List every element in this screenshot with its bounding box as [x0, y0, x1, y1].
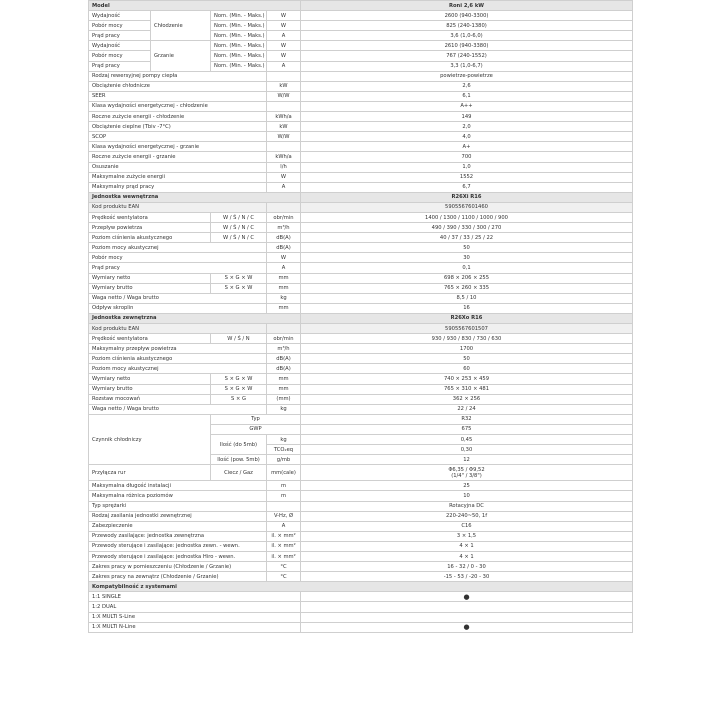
row-value: 16 - 32 / 0 - 30 — [301, 562, 633, 572]
row-label: Maksymalny prąd pracy — [89, 182, 267, 192]
row-label: Prąd pracy — [89, 263, 267, 273]
row-unit: dB(A) — [267, 364, 301, 374]
row-value: 362 × 256 — [301, 394, 633, 404]
row-value: 490 / 390 / 330 / 300 / 270 — [301, 223, 633, 233]
row-value: 765 × 260 × 335 — [301, 283, 633, 293]
row-label: Prędkość wentylatora — [89, 334, 211, 344]
row-label: Waga netto / Waga brutto — [89, 404, 267, 414]
row-value: 6,7 — [301, 182, 633, 192]
row-value: 930 / 930 / 830 / 730 / 630 — [301, 334, 633, 344]
row-value: 765 × 310 × 481 — [301, 384, 633, 394]
row-label: Zabezpieczenie — [89, 521, 267, 531]
row-label: SCOP — [89, 132, 267, 142]
row-label: Maksymalny przepływ powietrza — [89, 344, 267, 354]
row-unit — [267, 202, 301, 212]
row-value: 3,6 (1,0-6,0) — [301, 31, 633, 41]
table-row — [89, 324, 633, 334]
row-label: Wymiary netto — [89, 374, 211, 384]
compat-label: 1:X MULTI N-Line — [89, 622, 301, 632]
row-label: Wydajność — [89, 11, 151, 21]
row-unit: m³/h — [267, 344, 301, 354]
table-row — [89, 253, 633, 263]
row-unit: mm — [267, 273, 301, 283]
row-label: Klasa wydajności energetycznej - grzanie — [89, 142, 267, 152]
table-row — [89, 602, 633, 612]
row-label: Maksymalna różnica poziomów — [89, 491, 267, 501]
section-header — [89, 582, 633, 592]
row-value: 12 — [301, 455, 633, 465]
row-value: 10 — [301, 491, 633, 501]
row-label: Kod produktu EAN — [89, 202, 267, 212]
row-condition: Typ — [211, 414, 301, 424]
row-unit: kW — [267, 81, 301, 91]
row-value: 2,6 — [301, 81, 633, 91]
row-value: 149 — [301, 112, 633, 122]
row-label: Wymiary brutto — [89, 384, 211, 394]
row-label: Przyłącza rur — [89, 465, 211, 481]
compat-label: 1:2 DUAL — [89, 602, 301, 612]
table-row — [89, 152, 633, 162]
row-value: 50 — [301, 354, 633, 364]
row-unit: kg — [267, 293, 301, 303]
row-unit: kW — [267, 122, 301, 132]
table-row — [89, 501, 633, 511]
table-row — [89, 394, 633, 404]
row-value: -15 - 53 / -20 - 30 — [301, 572, 633, 582]
row-label: Waga netto / Waga brutto — [89, 293, 267, 303]
table-row — [89, 91, 633, 101]
row-value: 50 — [301, 243, 633, 253]
row-unit: mm — [267, 303, 301, 313]
row-condition: S × G × W — [211, 273, 267, 283]
row-value: 2,0 — [301, 122, 633, 132]
row-unit: W — [267, 21, 301, 31]
section-title: Model — [89, 1, 301, 11]
row-unit: dB(A) — [267, 243, 301, 253]
table-row — [89, 41, 633, 51]
row-value: 220-240~50, 1f — [301, 511, 633, 521]
row-label: Kod produktu EAN — [89, 324, 267, 334]
table-row — [89, 11, 633, 21]
compat-mark: ● — [301, 622, 633, 632]
row-value: 4 × 1 — [301, 551, 633, 561]
row-unit: W — [267, 41, 301, 51]
row-value: 60 — [301, 364, 633, 374]
row-unit: W — [267, 253, 301, 263]
section-model: R26Xo R16 — [301, 313, 633, 323]
row-label: Prąd pracy — [89, 61, 151, 71]
row-value: 2600 (940-3300) — [301, 11, 633, 21]
row-label: Przewody sterujące i zasilające: jednostka Hiro - wewn. — [89, 551, 267, 561]
row-condition: S × G × W — [211, 283, 267, 293]
row-value: 825 (240-1380) — [301, 21, 633, 31]
row-value: 767 (240-1552) — [301, 51, 633, 61]
row-condition: S × G × W — [211, 384, 267, 394]
table-row — [89, 414, 633, 424]
table-row — [89, 283, 633, 293]
section-title: Jednostka wewnętrzna — [89, 192, 301, 202]
row-label: Wymiary brutto — [89, 283, 211, 293]
row-label: Prędkość wentylatora — [89, 212, 211, 222]
table-row — [89, 132, 633, 142]
row-unit: obr/min — [267, 212, 301, 222]
row-unit: dB(A) — [267, 354, 301, 364]
row-label: Prąd pracy — [89, 31, 151, 41]
row-unit — [267, 501, 301, 511]
spec-table-body — [89, 1, 633, 633]
section-model: R26Xi R16 — [301, 192, 633, 202]
refrigerant-label: Czynnik chłodniczy — [89, 414, 211, 464]
row-value: 1700 — [301, 344, 633, 354]
row-condition: W / Ś / N / C — [211, 212, 267, 222]
row-value: R32 — [301, 414, 633, 424]
compat-mark — [301, 612, 633, 622]
row-unit: W — [267, 172, 301, 182]
row-label: Obciążenie chłodnicze — [89, 81, 267, 91]
section-model: Roni 2,6 kW — [301, 1, 633, 11]
row-label: Przewody sterujące i zasilające: jednostka zewn. - wewn. — [89, 541, 267, 551]
row-value: 2610 (940-3380) — [301, 41, 633, 51]
row-condition: Nom. (Min. - Maks.) — [211, 11, 267, 21]
row-label: Przewody zasilające: jednostka zewnętrzna — [89, 531, 267, 541]
row-unit: il. × mm² — [267, 551, 301, 561]
row-label: Wydajność — [89, 41, 151, 51]
table-row — [89, 71, 633, 81]
row-value: 698 × 206 × 255 — [301, 273, 633, 283]
table-row — [89, 334, 633, 344]
row-value: 4,0 — [301, 132, 633, 142]
row-unit: A — [267, 182, 301, 192]
row-label: Poziom mocy akustycznej — [89, 243, 267, 253]
row-label: SEER — [89, 91, 267, 101]
table-row — [89, 491, 633, 501]
row-unit — [267, 142, 301, 152]
row-unit: TCO₂eq — [267, 445, 301, 455]
row-label: Maksymalne zużycie energii — [89, 172, 267, 182]
pipe-size-inch: (1/4" / 3/8") — [451, 472, 482, 479]
table-row — [89, 384, 633, 394]
compat-mark — [301, 602, 633, 612]
section-header — [89, 1, 633, 11]
row-unit: kg — [267, 435, 301, 445]
row-label: Rodzaj zasilania jednostki zewnętrznej — [89, 511, 267, 521]
spec-table — [88, 0, 633, 633]
row-unit: A — [267, 61, 301, 71]
row-unit: m — [267, 481, 301, 491]
table-row — [89, 122, 633, 132]
row-value: A+ — [301, 142, 633, 152]
row-label: Pobór mocy — [89, 51, 151, 61]
table-row — [89, 202, 633, 212]
row-value: 4 × 1 — [301, 541, 633, 551]
table-row — [89, 562, 633, 572]
table-row — [89, 101, 633, 111]
row-unit: dB(A) — [267, 233, 301, 243]
section-title: Kompatybilność z systemami — [89, 582, 633, 592]
row-unit: °C — [267, 562, 301, 572]
row-label: Odpływ skroplin — [89, 303, 267, 313]
row-value: 675 — [301, 424, 633, 434]
table-row — [89, 541, 633, 551]
row-unit: g/mb — [267, 455, 301, 465]
table-row — [89, 344, 633, 354]
row-value: 6,1 — [301, 91, 633, 101]
table-row — [89, 572, 633, 582]
row-group: Chłodzenie — [151, 11, 211, 41]
row-unit: A — [267, 263, 301, 273]
row-unit: kWh/a — [267, 152, 301, 162]
table-row — [89, 233, 633, 243]
table-row — [89, 303, 633, 313]
row-condition: Ilość (do 5mb) — [211, 435, 267, 455]
row-condition: S × G × W — [211, 374, 267, 384]
table-row — [89, 273, 633, 283]
row-label: Maksymalna długość instalacji — [89, 481, 267, 491]
row-unit: A — [267, 31, 301, 41]
table-row — [89, 364, 633, 374]
row-value: 1552 — [301, 172, 633, 182]
table-row — [89, 465, 633, 481]
table-row — [89, 481, 633, 491]
table-row — [89, 592, 633, 602]
table-row — [89, 172, 633, 182]
table-row — [89, 243, 633, 253]
section-title: Jednostka zewnętrzna — [89, 313, 301, 323]
row-label: Pobór mocy — [89, 21, 151, 31]
row-value: 3,3 (1,0-6,7) — [301, 61, 633, 71]
table-row — [89, 354, 633, 364]
compat-label: 1:1 SINGLE — [89, 592, 301, 602]
row-unit: W — [267, 51, 301, 61]
row-label: Osuszanie — [89, 162, 267, 172]
row-condition: S × G — [211, 394, 267, 404]
table-row — [89, 612, 633, 622]
row-value: 5905567601507 — [301, 324, 633, 334]
row-condition: Nom. (Min. - Maks.) — [211, 41, 267, 51]
table-row — [89, 622, 633, 632]
row-unit — [267, 101, 301, 111]
row-unit: mm — [267, 283, 301, 293]
table-row — [89, 521, 633, 531]
row-value: 700 — [301, 152, 633, 162]
row-unit: m — [267, 491, 301, 501]
row-condition: Ilość (pow. 5mb) — [211, 455, 267, 465]
row-unit: il. × mm² — [267, 541, 301, 551]
row-unit: A — [267, 521, 301, 531]
row-value: 40 / 37 / 33 / 25 / 22 — [301, 233, 633, 243]
row-value: 5905567601460 — [301, 202, 633, 212]
table-row — [89, 511, 633, 521]
row-value: 1400 / 1300 / 1100 / 1000 / 900 — [301, 212, 633, 222]
row-label: Wymiary netto — [89, 273, 211, 283]
row-unit — [267, 71, 301, 81]
row-label: Roczne zużycie energii - chłodzenie — [89, 112, 267, 122]
table-row — [89, 404, 633, 414]
row-label: Zakres pracy w pomieszczeniu (Chłodzenie / Grzanie) — [89, 562, 267, 572]
row-value: 1,0 — [301, 162, 633, 172]
row-value — [301, 465, 633, 481]
pipe-size-mm: Φ6,35 / Φ9,52 — [448, 466, 485, 473]
row-condition: W / Ś / N / C — [211, 223, 267, 233]
row-unit: W — [267, 11, 301, 21]
row-condition: Nom. (Min. - Maks.) — [211, 31, 267, 41]
row-value: 0,1 — [301, 263, 633, 273]
section-header — [89, 192, 633, 202]
row-condition: W / Ś / N — [211, 334, 267, 344]
row-condition: Nom. (Min. - Maks.) — [211, 21, 267, 31]
row-condition: W / Ś / N / C — [211, 233, 267, 243]
row-unit — [267, 324, 301, 334]
row-unit: kWh/a — [267, 112, 301, 122]
row-value: A++ — [301, 101, 633, 111]
section-header — [89, 313, 633, 323]
row-label: Poziom mocy akustycznej — [89, 364, 267, 374]
row-condition: Nom. (Min. - Maks.) — [211, 51, 267, 61]
row-label: Poziom ciśnienia akustycznego — [89, 233, 211, 243]
row-unit: obr/min — [267, 334, 301, 344]
table-row — [89, 293, 633, 303]
row-unit: mm — [267, 374, 301, 384]
row-unit: mm(cale) — [267, 465, 301, 481]
table-row — [89, 551, 633, 561]
table-row — [89, 112, 633, 122]
row-label: Obciążenie cieplne (Tbiv -7°C) — [89, 122, 267, 132]
table-row — [89, 81, 633, 91]
row-value: 0,45 — [301, 435, 633, 445]
table-row — [89, 142, 633, 152]
row-label: Roczne zużycie energii - grzanie — [89, 152, 267, 162]
table-row — [89, 374, 633, 384]
row-value: 3 × 1,5 — [301, 531, 633, 541]
row-unit: W/W — [267, 132, 301, 142]
row-value: 8,5 / 10 — [301, 293, 633, 303]
row-unit: kg — [267, 404, 301, 414]
row-label: Klasa wydajności energetycznej - chłodzenie — [89, 101, 267, 111]
row-group: Grzanie — [151, 41, 211, 71]
row-condition: Nom. (Min. - Maks.) — [211, 61, 267, 71]
row-value: 16 — [301, 303, 633, 313]
row-value: 30 — [301, 253, 633, 263]
spec-sheet — [88, 0, 632, 633]
row-unit: °C — [267, 572, 301, 582]
row-unit: m³/h — [267, 223, 301, 233]
row-label: Pobór mocy — [89, 253, 267, 263]
table-row — [89, 162, 633, 172]
compat-mark: ● — [301, 592, 633, 602]
row-value: Rotacyjna DC — [301, 501, 633, 511]
row-label: Przepływ powietrza — [89, 223, 211, 233]
compat-label: 1:X MULTI S-Line — [89, 612, 301, 622]
row-label: Poziom ciśnienia akustycznego — [89, 354, 267, 364]
row-label: Typ sprężarki — [89, 501, 267, 511]
table-row — [89, 182, 633, 192]
row-value: 22 / 24 — [301, 404, 633, 414]
row-value: 0,30 — [301, 445, 633, 455]
row-label: Rozstaw mocowań — [89, 394, 211, 404]
table-row — [89, 263, 633, 273]
row-label: Rodzaj rewersyjnej pompy ciepła — [89, 71, 267, 81]
row-label: Zakres pracy na zewnątrz (Chłodzenie / Grzanie) — [89, 572, 267, 582]
table-row — [89, 531, 633, 541]
table-row — [89, 223, 633, 233]
row-unit: il. × mm² — [267, 531, 301, 541]
row-value: 740 × 253 × 459 — [301, 374, 633, 384]
row-unit: (mm) — [267, 394, 301, 404]
row-value: 25 — [301, 481, 633, 491]
row-unit: mm — [267, 384, 301, 394]
row-value: powietrze-powietrze — [301, 71, 633, 81]
row-unit: l/h — [267, 162, 301, 172]
row-value: C16 — [301, 521, 633, 531]
row-unit: W/W — [267, 91, 301, 101]
row-unit: V-Hz, Ø — [267, 511, 301, 521]
row-condition: GWP — [211, 424, 301, 434]
table-row — [89, 212, 633, 222]
row-condition: Ciecz / Gaz — [211, 465, 267, 481]
